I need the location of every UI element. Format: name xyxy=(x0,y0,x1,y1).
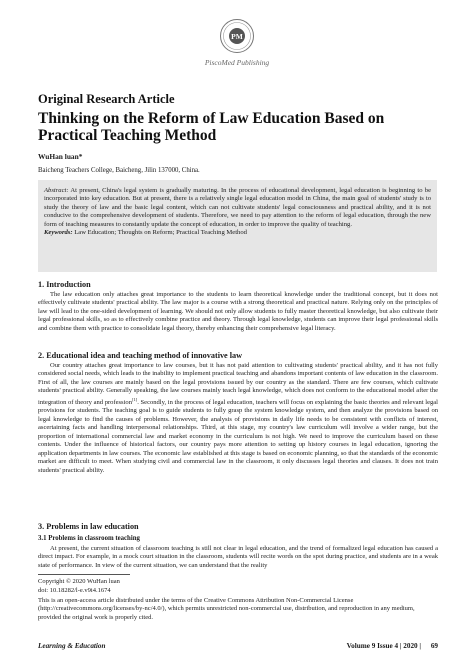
section-2-text-b: . Secondly, in the process of legal education, teachers will focus on explaining the basic theories and relevant legal provisions for students. The teaching goal is to guide students to fully grasp the system knowledge system, and then analyze the provisions based on legal knowledge to find the causes of problems. However, the analysis of provisions in daily life needs to be consistent with conflicts of interest, ascertaining facts and handling interpersonal relationships. Third, at this stage, my country's law curriculum will involve a wider range, but the proportion of international commercial law and market economy in the curriculum is not high. We need to improve the curriculum based on these contents. Under the influence of historical factors, our country pays more attention to setting up history courses in legal education, ignoring the application departments in law courses. The economic law established at this stage is based on economic planning, so that the standards of the economic market are difficult to meet. When studying civil and commercial law in the classroom, it only discusses legal theories and clauses. It does not train students' practical ability. xyxy=(38,398,438,474)
section-2-text-a: Our country attaches great importance to law courses, but it has not paid attention to cultivating students' practical ability, and it has not fully considered social needs, which leads to the inability to implement practical teaching and abandons important contents of law education in the classroom. First of all, the law courses are mainly based on the legal provisions issued by our country as the standard. There are few courses, which cultivate students' practical ability. Generally speaking, the law courses mainly teach legal knowledge, which does not conform to the educational model after the integration of theory and profession xyxy=(38,362,438,406)
copyright-line: Copyright © 2020 WuHan luan xyxy=(38,578,120,585)
logo-text: PM xyxy=(231,31,243,41)
keywords-text: Law Education; Thoughts on Reform; Practical Teaching Method xyxy=(74,229,247,237)
footer-issue-info xyxy=(347,642,438,650)
keywords-line xyxy=(44,229,431,237)
page-footer xyxy=(38,642,438,650)
citation-ref: [1] xyxy=(131,396,138,402)
section-2-text xyxy=(38,362,438,475)
license-text: This is an open-access article distributed under the terms of the Creative Commons Attribution Non-Commercial License (http://creativecommons.org/licenses/by-nc/4.0/), which permits unrestricted non-commercial use, distribution, and reproduction in any medium, provided the original work is properly cited. xyxy=(38,597,415,621)
abstract-label: Abstract: xyxy=(44,187,69,194)
abstract-text: At present, China's legal system is gradually maturing. In the process of educational development, legal education is beginning to be incorporated into key education. But at present, there is a relatively single legal education model in China, the main goal of students' study is to study the theory of law and the basic legal content, which can not cultivate students' legal consciousness and practical ability, and it is not conducive to the comprehensive development of students. Therefore, we need to pay attention to the reform of legal education, through the new form of teaching measures to constantly update the concept of education, in order to improve the quality of teaching. xyxy=(44,187,431,228)
article-title: Thinking on the Reform of Law Education Based on Practical Teaching Method xyxy=(38,110,385,144)
subsection-3-1-text: At present, the current situation of classroom teaching is still not clear in legal education, and the trend of formalized legal education has caused a direct impact. For example, in a mock court situation in the classroom, students will recite words on the spot during practice, and students are in a weak state of performance. In view of the current situation, we can understand that the reality xyxy=(38,545,438,569)
page-number: 69 xyxy=(430,642,438,650)
article-header xyxy=(38,92,438,144)
article-type: Original Research Article xyxy=(38,92,175,106)
subsection-3-1-title: 3.1 Problems in classroom teaching xyxy=(38,535,140,542)
doi-line: doi: 10.18282/l-e.v9i4.1674 xyxy=(38,587,111,594)
issue-info: Volume 9 Issue 4 | 2020 | xyxy=(346,642,422,650)
publisher-logo xyxy=(219,18,255,54)
keywords-label: Keywords: xyxy=(44,229,73,237)
section-2-title: 2. Educational idea and teaching method of innovative law xyxy=(38,351,243,360)
publisher-name: PiscoMed Publishing xyxy=(204,58,270,67)
section-1-title: 1. Introduction xyxy=(38,280,91,289)
journal-name: Learning & Education xyxy=(38,642,106,650)
footnote-divider xyxy=(38,574,130,575)
author-affiliation: Baicheng Teachers College, Baicheng, Jilin 137000, China. xyxy=(38,167,200,174)
section-3-title: 3. Problems in law education xyxy=(38,522,139,531)
author-name: WuHan luan* xyxy=(38,152,83,161)
section-1-text: The law education only attaches great importance to the students to learn theoretical knowledge under the traditional concept, but it does not effectively cultivate students' practical ability. The law major is a course with a strong theoretical and practical nature. Relying only on the principles of law will lead to the one-sided development of learning. We should not only allow students to fully master theoretical knowledge, but also cultivate their legal professional skills, so as to effectively combine practice and theory. Through legal knowledge, students can improve their legal professional skills and combine them with practice to consolidate legal theory, thereby enhancing their comprehensive legal literacy. xyxy=(38,291,438,332)
abstract-box xyxy=(38,180,437,272)
